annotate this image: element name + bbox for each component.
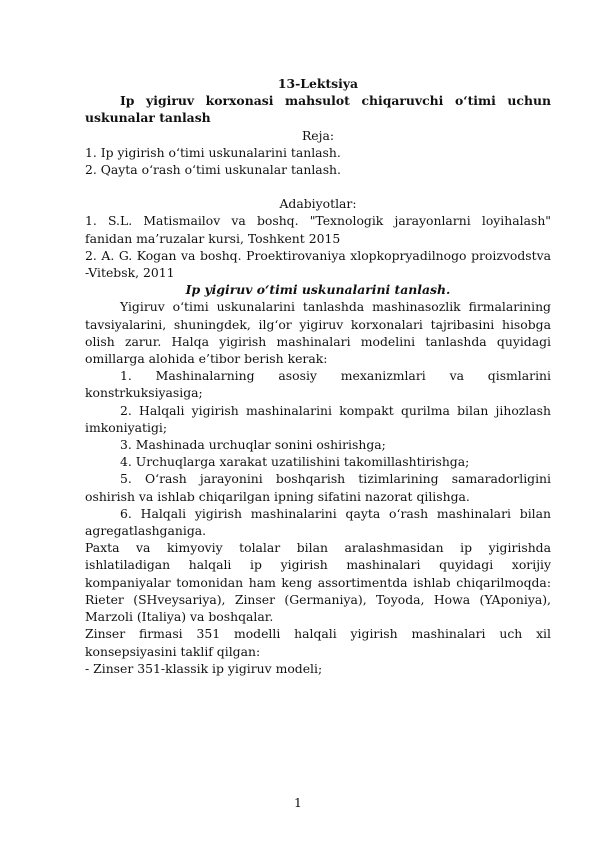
section-title: Ip yigiruv o‘timi uskunalarini tanlash. bbox=[185, 282, 451, 298]
document-title: Ip yigiruv korxonasi mahsulot chiqaruvchi o‘timi uchun uskunalar tanlash bbox=[85, 93, 551, 126]
factor-item-3: 3. Mashinada urchuqlar sonini oshirishga; bbox=[120, 437, 386, 453]
page-content bbox=[85, 75, 551, 677]
list-item-zinser-classic: - Zinser 351-klassik ip yigiruv modeli; bbox=[85, 660, 323, 676]
plan-item-2: 2. Qayta o‘rash o‘timi uskunalar tanlash. bbox=[85, 162, 341, 178]
factor-item-4: 4. Urchuqlarga xarakat uzatilishini takomillashtirishga; bbox=[120, 454, 470, 470]
references-heading: Adabiyotlar: bbox=[279, 196, 357, 212]
body-paragraph-manufacturers: Paxta va kimyoviy tolalar bilan aralashmasidan ip yigirishda ishlatiladigan halqali ip yigirish mashinalari quyidagi xorijiy kompaniyalar tomonidan ham keng assortimentda ishlab chiqarilmoqda: Rieter (SHveysariya), Zinser (Germaniya), Toyoda, Howa (YAponiya), Marzoli (Italiya) va boshqalar. bbox=[85, 540, 551, 625]
plan-item-1: 1. Ip yigirish o‘timi uskunalarini tanlash. bbox=[85, 144, 341, 160]
reference-2: 2. A. G. Kogan va boshq. Proektirovaniya xlopkopryadilnogo proizvodstva -Vitebsk, 2011 bbox=[85, 247, 551, 281]
intro-paragraph: Yigiruv o‘timi uskunalarini tanlashda mashinasozlik firmalarining tavsiyalarini, shuningdek, ilg‘or yigiruv korxonalari tajribasini hisobga olish zarur. Halqa yigirish mashinalari modelini tanlashda quyidagi omillarga alohida e’tibor berish kerak: bbox=[85, 299, 551, 367]
body-paragraph-zinser: Zinser firmasi 351 modelli halqali yigirish mashinalari uch xil konsepsiyasini taklif qilgan: bbox=[85, 626, 551, 659]
lecture-number: 13-Lektsiya bbox=[277, 76, 359, 91]
plan-heading: Reja: bbox=[301, 127, 335, 143]
factor-item-6: 6. Halqali yigirish mashinalarini qayta o‘rash mashinalari bilan agregatlashganiga. bbox=[85, 505, 551, 539]
page-number: 1 bbox=[294, 795, 302, 810]
spacer bbox=[85, 178, 551, 195]
factor-item-5: 5. O‘rash jarayonini boshqarish tizimlarining samaradorligini oshirish va ishlab chiqarilgan ipning sifatini nazorat qilishga. bbox=[85, 471, 551, 504]
factor-item-1: 1. Mashinalarning asosiy mexanizmlari va qismlarini konstrkuksiyasiga; bbox=[85, 368, 551, 401]
factor-item-2: 2. Halqali yigirish mashinalarini kompakt qurilma bilan jihozlash imkoniyatigi; bbox=[85, 402, 551, 435]
reference-1: 1. S.L. Matismailov va boshq. "Texnologik jarayonlarni loyihalash" fanidan ma’ruzalar kursi, Toshkent 2015 bbox=[85, 213, 551, 246]
